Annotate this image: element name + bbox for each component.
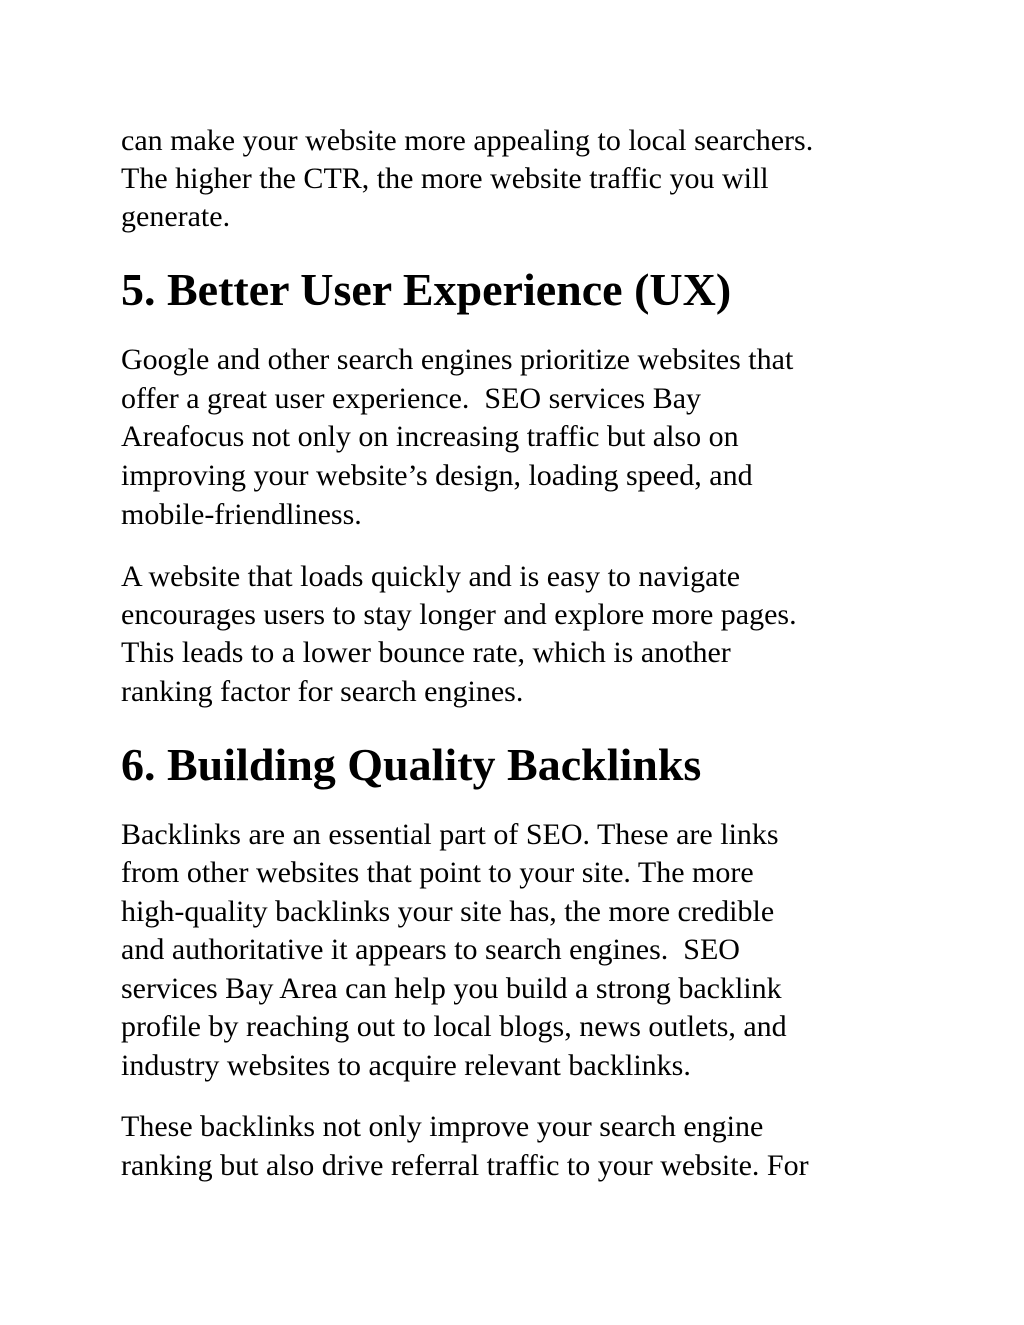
text-line: generate. xyxy=(121,200,231,233)
text-line: Areafocus not only on increasing traffic but also on xyxy=(121,420,739,453)
text-line: offer a great user experience. SEO services Bay xyxy=(121,382,702,415)
text-line: and authoritative it appears to search engines. SEO xyxy=(121,933,740,966)
text-line: mobile-friendliness. xyxy=(121,498,362,531)
text-line: These backlinks not only improve your search engine xyxy=(121,1110,764,1143)
text-line: can make your website more appealing to local searchers. xyxy=(121,124,814,157)
text-line: The higher the CTR, the more website traffic you will xyxy=(121,162,769,195)
section-heading-backlinks: 6. Building Quality Backlinks xyxy=(121,739,702,790)
text-line: A website that loads quickly and is easy to navigate xyxy=(121,560,741,593)
text-line: Google and other search engines prioritize websites that xyxy=(121,343,794,376)
text-line: from other websites that point to your site. The more xyxy=(121,856,754,889)
text-line: services Bay Area can help you build a strong backlink xyxy=(121,972,782,1005)
section-heading-ux: 5. Better User Experience (UX) xyxy=(121,264,732,315)
text-line: ranking factor for search engines. xyxy=(121,675,524,708)
text-line: Backlinks are an essential part of SEO. These are links xyxy=(121,818,779,851)
text-line: industry websites to acquire relevant backlinks. xyxy=(121,1049,691,1082)
text-line: ranking but also drive referral traffic to your website. For xyxy=(121,1149,809,1182)
text-line: profile by reaching out to local blogs, news outlets, and xyxy=(121,1010,787,1043)
text-line: high-quality backlinks your site has, the more credible xyxy=(121,895,775,928)
text-line: This leads to a lower bounce rate, which is another xyxy=(121,636,731,669)
text-line: encourages users to stay longer and explore more pages. xyxy=(121,598,797,631)
text-line: improving your website’s design, loading speed, and xyxy=(121,459,753,492)
